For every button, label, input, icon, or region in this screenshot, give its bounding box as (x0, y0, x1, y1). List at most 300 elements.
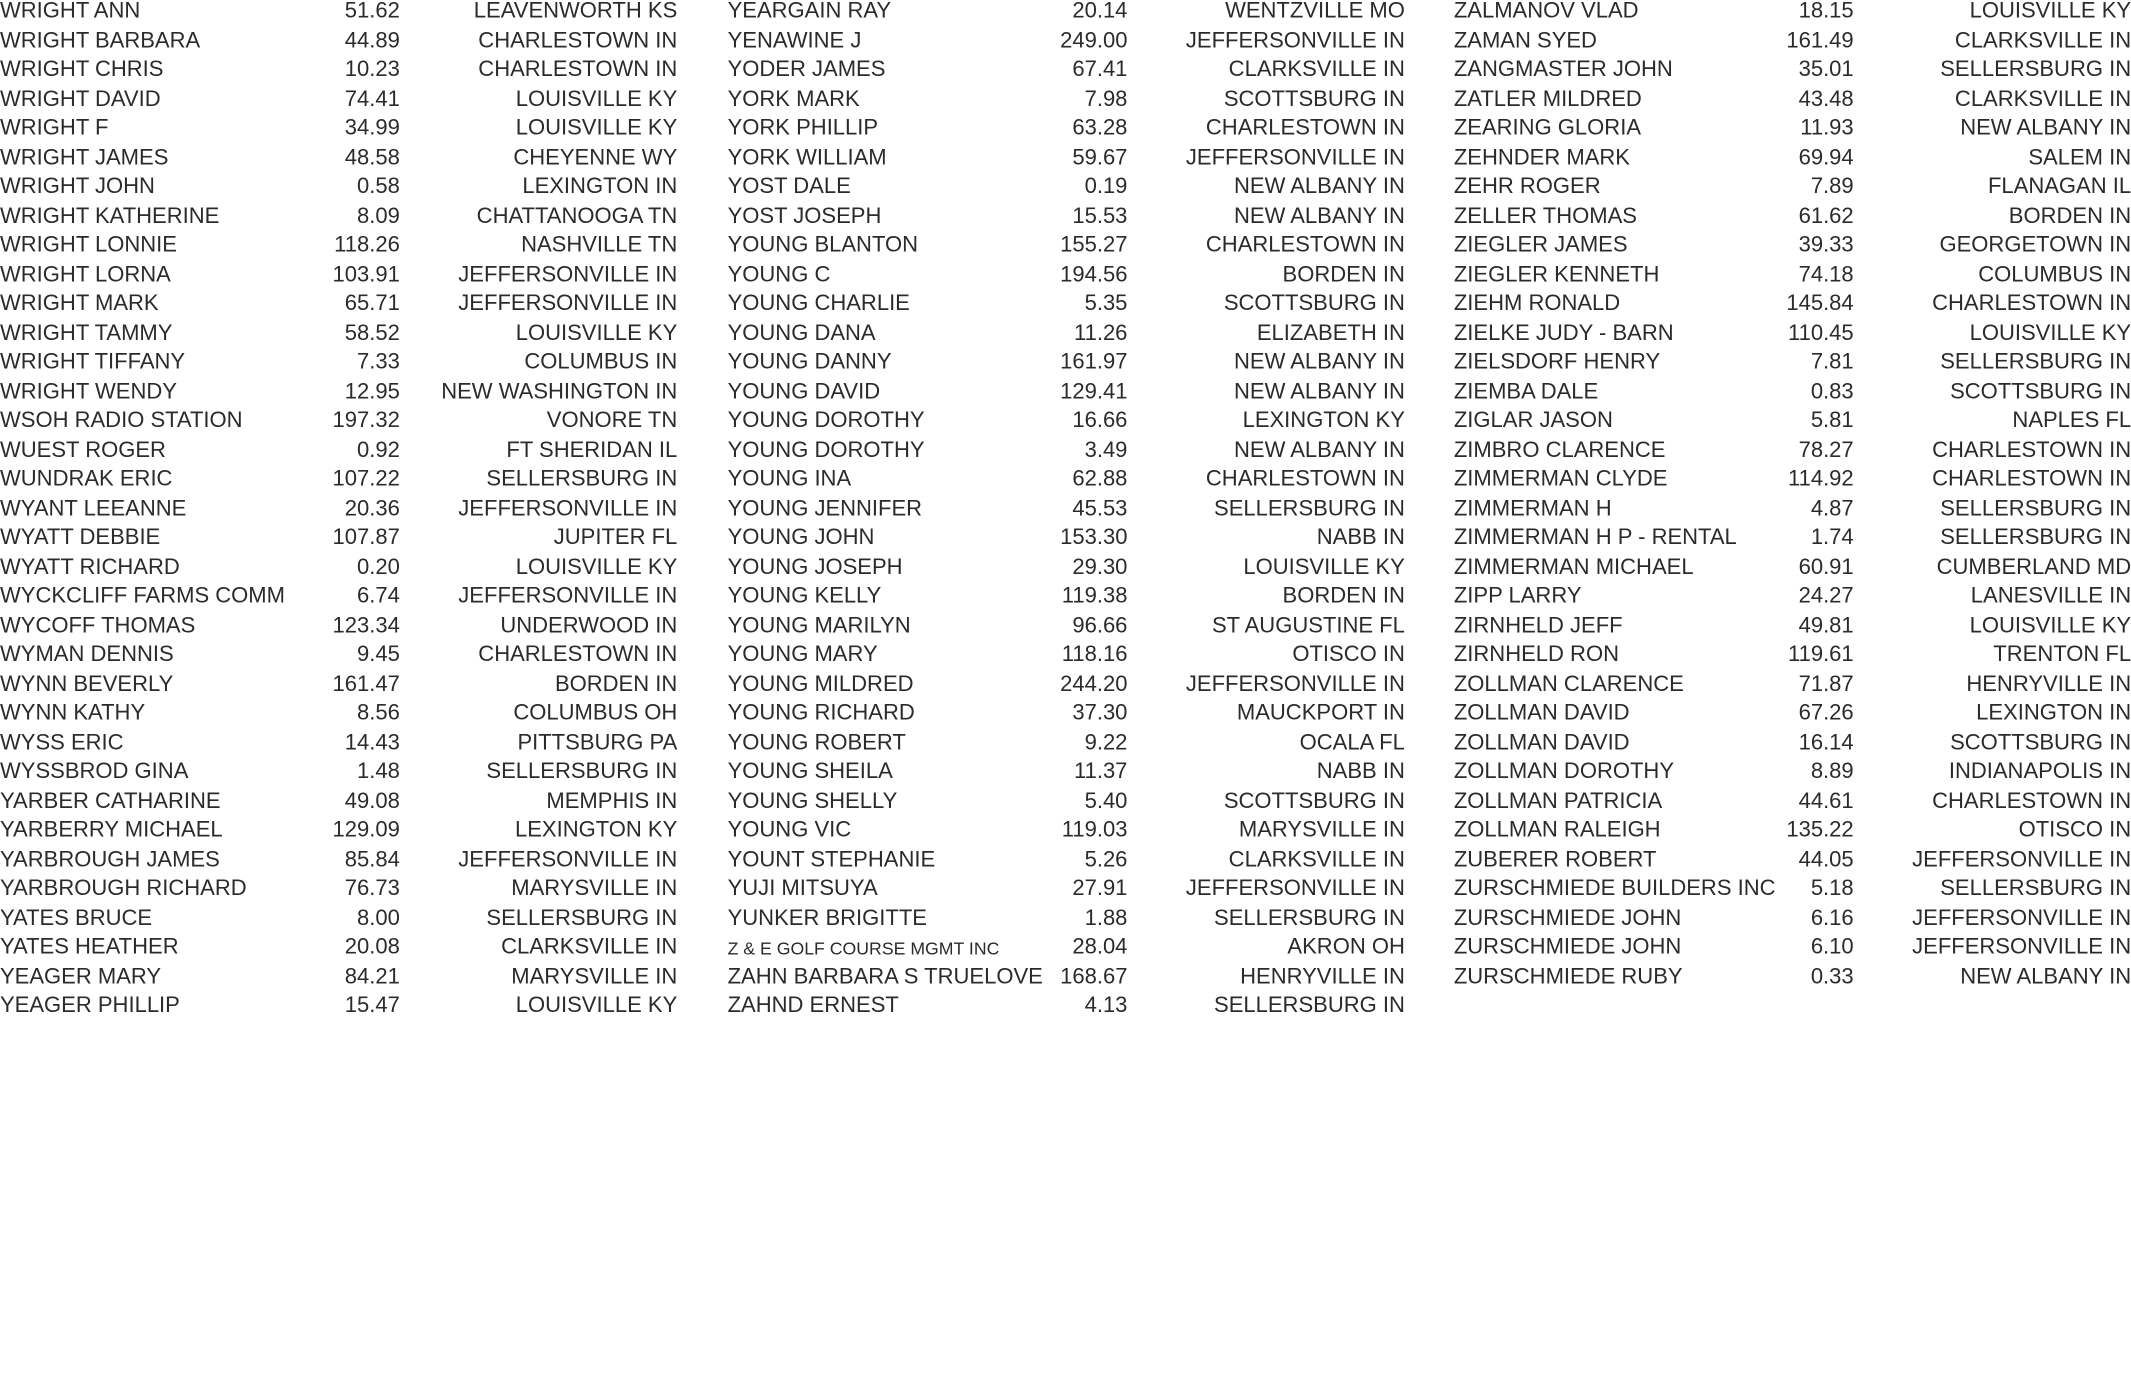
city-state: NEW ALBANY IN (1233, 174, 1405, 199)
amount: 4.13 (1084, 992, 1128, 1018)
owner-name: YEAGER PHILLIP (0, 992, 180, 1018)
owner-name: WYSS ERIC (0, 729, 124, 755)
amount: 1.48 (356, 758, 400, 784)
city-state: JEFFERSONVILLE IN (458, 291, 678, 316)
city-state: LOUISVILLE KY (1969, 320, 2131, 345)
city-state: JEFFERSONVILLE IN (1185, 144, 1405, 170)
owner-name: ZIMBRO CLARENCE (1453, 437, 1666, 462)
amount: 129.09 (332, 817, 400, 842)
amount: 67.41 (1072, 57, 1128, 82)
amount: 58.52 (344, 320, 400, 345)
owner-name: WYCOFF THOMAS (0, 612, 196, 638)
city-state: OTISCO IN (1292, 641, 1405, 667)
amount: 35.01 (1798, 57, 1854, 82)
city-state: FLANAGAN IL (1987, 174, 2131, 199)
owner-name: YOUNG DOROTHY (727, 408, 925, 433)
owner-name: WRIGHT TAMMY (0, 320, 173, 345)
city-state: CLARKSVILLE IN (1228, 846, 1405, 872)
city-state: CLARKSVILLE IN (501, 934, 678, 959)
owner-name: ZEHR ROGER (1453, 174, 1601, 199)
city-state: OTISCO IN (2018, 817, 2131, 842)
amount: 135.22 (1786, 817, 1854, 842)
owner-name: WYNN KATHY (0, 700, 146, 725)
amount: 37.30 (1072, 700, 1128, 725)
owner-name: WRIGHT WENDY (0, 378, 177, 404)
amount: 197.32 (332, 408, 400, 433)
amount: 107.22 (332, 466, 400, 491)
city-state: JUPITER FL (553, 524, 678, 550)
owner-name: ZIELSDORF HENRY (1453, 349, 1661, 374)
city-state: CHATTANOOGA TN (476, 203, 678, 228)
owner-name: WYATT DEBBIE (0, 524, 161, 550)
owner-name: ZIMMERMAN H (1453, 495, 1612, 521)
owner-name: YOUNG DANNY (727, 349, 892, 374)
owner-name: ZALMANOV VLAD (1453, 0, 1639, 24)
city-state: SELLERSBURG IN (1940, 349, 2131, 374)
owner-name: YODER JAMES (727, 57, 886, 82)
owner-name: ZIEGLER JAMES (1453, 232, 1628, 258)
owner-name: WRIGHT MARK (0, 291, 159, 316)
city-state: LOUISVILLE KY (515, 992, 678, 1018)
amount: 161.47 (332, 671, 400, 696)
city-state: CLARKSVILLE IN (1954, 27, 2131, 53)
city-state: JEFFERSONVILLE IN (1185, 875, 1405, 901)
owner-name: YOST JOSEPH (727, 203, 882, 228)
city-state: SELLERSBURG IN (1214, 495, 1405, 521)
city-state: NAPLES FL (2012, 408, 2131, 433)
owner-name: YOUNG DANA (727, 320, 876, 345)
amount: 0.19 (1084, 174, 1128, 199)
owner-name: YENAWINE J (727, 27, 862, 53)
owner-name: ZURSCHMIEDE RUBY (1453, 963, 1683, 989)
city-state: LEXINGTON IN (1976, 700, 2131, 725)
amount: 60.91 (1798, 554, 1854, 579)
amount: 20.14 (1072, 0, 1128, 24)
owner-name: ZIELKE JUDY - BARN (1453, 320, 1674, 345)
owner-name: WYCKCLIFF FARMS COMM (0, 583, 285, 608)
owner-name: YARBERRY MICHAEL (0, 817, 223, 842)
amount: 119.61 (1787, 641, 1854, 667)
amount: 168.67 (1060, 963, 1128, 989)
owner-name: YARBROUGH JAMES (0, 846, 220, 872)
amount: 114.92 (1787, 466, 1854, 491)
owner-name: WRIGHT JAMES (0, 144, 169, 170)
city-state: AKRON OH (1287, 934, 1405, 959)
city-state: FT SHERIDAN IL (506, 437, 678, 462)
owner-name: ZOLLMAN RALEIGH (1453, 817, 1661, 842)
city-state: CHARLESTOWN IN (1932, 291, 2131, 316)
city-state: CLARKSVILLE IN (1954, 86, 2131, 111)
city-state: CHARLESTOWN IN (1932, 788, 2131, 813)
amount: 153.30 (1060, 524, 1128, 550)
city-state: PITTSBURG PA (517, 729, 678, 755)
owner-name: WRIGHT BARBARA (0, 27, 201, 53)
amount: 12.95 (344, 378, 400, 404)
amount: 71.87 (1798, 671, 1854, 696)
city-state: LOUISVILLE KY (1243, 554, 1405, 579)
amount: 16.66 (1072, 408, 1128, 433)
city-state: BORDEN IN (1282, 261, 1405, 287)
city-state: SCOTTSBURG IN (1223, 788, 1405, 813)
city-state: JEFFERSONVILLE IN (1912, 846, 2131, 872)
city-state: OCALA FL (1299, 729, 1405, 755)
city-state: CHARLESTOWN IN (1205, 466, 1405, 491)
city-state: SELLERSBURG IN (486, 905, 678, 930)
owner-name: YATES BRUCE (0, 905, 153, 930)
city-state: LEAVENWORTH KS (473, 0, 678, 24)
city-state: CHARLESTOWN IN (1205, 232, 1405, 258)
city-state: LOUISVILLE KY (515, 115, 678, 141)
amount: 78.27 (1798, 437, 1854, 462)
amount: 18.15 (1798, 0, 1854, 24)
amount: 7.81 (1810, 349, 1854, 374)
owner-name: WRIGHT TIFFANY (0, 349, 186, 374)
city-state: MARYSVILLE IN (1238, 817, 1405, 842)
amount: 49.81 (1798, 612, 1854, 638)
amount: 11.37 (1073, 758, 1128, 784)
amount: 0.20 (356, 554, 400, 579)
city-state: LOUISVILLE KY (515, 554, 678, 579)
amount: 7.98 (1084, 86, 1128, 111)
city-state: CUMBERLAND MD (1936, 554, 2131, 579)
owner-name: Z & E GOLF COURSE MGMT INC (727, 938, 1000, 959)
amount: 8.09 (356, 203, 400, 228)
amount: 8.56 (356, 700, 400, 725)
city-state: NASHVILLE TN (521, 232, 678, 258)
city-state: LEXINGTON IN (522, 174, 678, 199)
amount: 39.33 (1798, 232, 1854, 258)
city-state: NABB IN (1316, 758, 1405, 784)
owner-name: YOUNG DAVID (727, 378, 881, 404)
amount: 76.73 (344, 875, 400, 901)
owner-name: ZURSCHMIEDE JOHN (1453, 934, 1682, 959)
city-state: HENRYVILLE IN (1966, 671, 2131, 696)
owner-name: WRIGHT CHRIS (0, 57, 164, 82)
amount: 67.26 (1798, 700, 1854, 725)
city-state: NEW ALBANY IN (1233, 349, 1405, 374)
city-state: JEFFERSONVILLE IN (1912, 934, 2131, 959)
city-state: HENRYVILLE IN (1240, 963, 1405, 989)
city-state: NEW WASHINGTON IN (441, 378, 678, 404)
amount: 8.89 (1810, 758, 1854, 784)
owner-name: YOUNG C (727, 261, 831, 287)
owner-name: ZAMAN SYED (1453, 27, 1597, 53)
amount: 8.00 (356, 905, 400, 930)
owner-name: ZOLLMAN DAVID (1453, 729, 1630, 755)
owner-name: WRIGHT LORNA (0, 261, 171, 287)
city-state: LOUISVILLE KY (515, 86, 678, 111)
amount: 161.49 (1786, 27, 1854, 53)
amount: 15.53 (1072, 203, 1128, 228)
amount: 161.97 (1060, 349, 1128, 374)
amount: 7.33 (356, 349, 400, 374)
amount: 5.40 (1084, 788, 1128, 813)
amount: 0.33 (1810, 963, 1854, 989)
amount: 27.91 (1072, 875, 1128, 901)
city-state: BORDEN IN (2008, 203, 2131, 228)
owner-name: YOUNG JENNIFER (727, 495, 923, 521)
amount: 118.26 (334, 232, 400, 258)
owner-name: WYATT RICHARD (0, 554, 180, 579)
city-state: CHEYENNE WY (513, 144, 678, 170)
owner-name: WYSSBROD GINA (0, 758, 189, 784)
amount: 9.22 (1084, 729, 1128, 755)
city-state: SELLERSBURG IN (1940, 495, 2131, 521)
owner-name: ZIGLAR JASON (1453, 408, 1613, 433)
owner-name: WYMAN DENNIS (0, 641, 174, 667)
owner-name: ZIMMERMAN CLYDE (1453, 466, 1668, 491)
city-state: CLARKSVILLE IN (1228, 57, 1405, 82)
owner-name: YOUNT STEPHANIE (727, 846, 936, 872)
city-state: MAUCKPORT IN (1236, 700, 1405, 725)
amount: 123.34 (332, 612, 400, 638)
amount: 0.58 (356, 174, 400, 199)
owner-name: WUNDRAK ERIC (0, 466, 173, 491)
amount: 62.88 (1072, 466, 1128, 491)
amount: 119.38 (1061, 583, 1128, 608)
owner-name: ZOLLMAN DAVID (1453, 700, 1630, 725)
amount: 0.92 (356, 437, 400, 462)
amount: 74.41 (344, 86, 400, 111)
owner-name: ZELLER THOMAS (1453, 203, 1637, 228)
owner-name: ZIEMBA DALE (1453, 378, 1599, 404)
owner-name: WUEST ROGER (0, 437, 166, 462)
city-state: CHARLESTOWN IN (478, 641, 678, 667)
owner-name: YOST DALE (727, 174, 851, 199)
amount: 34.99 (344, 115, 400, 141)
owner-name: YUJI MITSUYA (727, 875, 878, 901)
amount: 14.43 (344, 729, 400, 755)
owner-name: YATES HEATHER (0, 934, 179, 959)
city-state: NEW ALBANY IN (1233, 437, 1405, 462)
amount: 10.23 (344, 57, 400, 82)
city-state: LEXINGTON KY (1242, 408, 1405, 433)
owner-name: WRIGHT KATHERINE (0, 203, 220, 228)
amount: 5.18 (1810, 875, 1854, 901)
amount: 244.20 (1060, 671, 1128, 696)
owner-name: ZAHND ERNEST (727, 992, 899, 1018)
owner-name: YOUNG KELLY (727, 583, 882, 608)
city-state: CHARLESTOWN IN (1205, 115, 1405, 141)
city-state: SCOTTSBURG IN (1950, 729, 2131, 755)
amount: 11.93 (1800, 115, 1854, 141)
city-state: CHARLESTOWN IN (1932, 437, 2131, 462)
owner-name: YARBROUGH RICHARD (0, 875, 247, 901)
owner-name: YOUNG MARILYN (727, 612, 911, 638)
city-state: UNDERWOOD IN (500, 612, 678, 638)
city-state: LANESVILLE IN (1970, 583, 2131, 608)
city-state: JEFFERSONVILLE IN (1912, 905, 2131, 930)
owner-name: ZIMMERMAN H P - RENTAL (1453, 524, 1737, 550)
amount: 4.87 (1810, 495, 1854, 521)
city-state: LEXINGTON KY (514, 817, 678, 842)
city-state: CHARLESTOWN IN (478, 27, 678, 53)
amount: 65.71 (344, 291, 400, 316)
owner-name: YEAGER MARY (0, 963, 162, 989)
amount: 155.27 (1060, 232, 1128, 258)
city-state: NEW ALBANY IN (1233, 203, 1405, 228)
owner-name: YOUNG JOHN (727, 524, 875, 550)
city-state: COLUMBUS IN (524, 349, 678, 374)
owner-name: ZOLLMAN DOROTHY (1453, 758, 1675, 784)
city-state: VONORE TN (546, 408, 678, 433)
amount: 45.53 (1072, 495, 1128, 521)
owner-name: YOUNG ROBERT (727, 729, 906, 755)
amount: 43.48 (1798, 86, 1854, 111)
amount: 20.36 (344, 495, 400, 521)
owner-name: WRIGHT DAVID (0, 86, 161, 111)
amount: 63.28 (1072, 115, 1128, 141)
owner-name: YOUNG RICHARD (727, 700, 915, 725)
city-state: SCOTTSBURG IN (1223, 86, 1405, 111)
city-state: CHARLESTOWN IN (1932, 466, 2131, 491)
owner-name: WYANT LEEANNE (0, 495, 187, 521)
amount: 7.89 (1810, 174, 1854, 199)
city-state: COLUMBUS OH (513, 700, 678, 725)
owner-name: ZUBERER ROBERT (1453, 846, 1657, 872)
owner-name: YOUNG SHELLY (727, 788, 898, 813)
owner-name: ZIRNHELD JEFF (1453, 612, 1623, 638)
amount: 44.89 (344, 27, 400, 53)
city-state: LOUISVILLE KY (515, 320, 678, 345)
amount: 1.74 (1810, 524, 1854, 550)
city-state: NABB IN (1316, 524, 1405, 550)
city-state: SELLERSBURG IN (1940, 524, 2131, 550)
owner-name: WRIGHT ANN (0, 0, 141, 24)
amount: 0.83 (1810, 378, 1854, 404)
owner-name: YEARGAIN RAY (727, 0, 892, 24)
city-state: SCOTTSBURG IN (1223, 291, 1405, 316)
city-state: JEFFERSONVILLE IN (458, 583, 678, 608)
owner-name: WRIGHT F (0, 115, 109, 141)
amount: 16.14 (1798, 729, 1854, 755)
owner-name: ZANGMASTER JOHN (1453, 57, 1673, 82)
amount: 110.45 (1787, 320, 1854, 345)
owner-name: YOUNG BLANTON (727, 232, 919, 258)
city-state: SALEM IN (2028, 144, 2131, 170)
amount: 6.10 (1810, 934, 1854, 959)
owner-name: YUNKER BRIGITTE (727, 905, 927, 930)
amount: 5.26 (1084, 846, 1128, 872)
owner-name: ZEHNDER MARK (1453, 144, 1630, 170)
city-state: INDIANAPOLIS IN (1948, 758, 2131, 784)
city-state: SELLERSBURG IN (1940, 57, 2131, 82)
city-state: SELLERSBURG IN (1940, 875, 2131, 901)
city-state: JEFFERSONVILLE IN (1185, 27, 1405, 53)
owner-name: ZURSCHMIEDE JOHN (1453, 905, 1682, 930)
amount: 1.88 (1084, 905, 1128, 930)
city-state: JEFFERSONVILLE IN (458, 495, 678, 521)
owner-name: WSOH RADIO STATION (0, 408, 243, 433)
amount: 44.05 (1798, 846, 1854, 872)
owner-name: YORK MARK (727, 86, 860, 111)
owner-name: ZIEHM RONALD (1453, 291, 1621, 316)
amount: 49.08 (344, 788, 400, 813)
owner-name: YARBER CATHARINE (0, 788, 221, 813)
amount: 48.58 (344, 144, 400, 170)
city-state: MARYSVILLE IN (511, 875, 678, 901)
city-state: BORDEN IN (1282, 583, 1405, 608)
amount: 61.62 (1798, 203, 1854, 228)
owner-name: YORK WILLIAM (727, 144, 887, 170)
owner-name: YOUNG VIC (727, 817, 852, 842)
city-state: CHARLESTOWN IN (478, 57, 678, 82)
amount: 145.84 (1786, 291, 1854, 316)
city-state: SELLERSBURG IN (486, 466, 678, 491)
amount: 9.45 (356, 641, 400, 667)
amount: 249.00 (1060, 27, 1128, 53)
city-state: BORDEN IN (554, 671, 678, 696)
amount: 5.81 (1810, 408, 1854, 433)
city-state: ST AUGUSTINE FL (1211, 612, 1405, 638)
amount: 74.18 (1798, 261, 1854, 287)
amount: 96.66 (1072, 612, 1128, 638)
amount: 11.26 (1073, 320, 1128, 345)
city-state: JEFFERSONVILLE IN (1185, 671, 1405, 696)
city-state: NEW ALBANY IN (1960, 963, 2131, 989)
owner-name: YOUNG MILDRED (727, 671, 914, 696)
city-state: LOUISVILLE KY (1969, 612, 2131, 638)
city-state: SELLERSBURG IN (1214, 905, 1405, 930)
amount: 118.16 (1061, 641, 1128, 667)
owner-name: YOUNG INA (727, 466, 852, 491)
amount: 3.49 (1084, 437, 1128, 462)
owner-name: WYNN BEVERLY (0, 671, 174, 696)
owner-name: YOUNG SHEILA (727, 758, 893, 784)
city-state: TRENTON FL (1993, 641, 2131, 667)
city-state: MEMPHIS IN (546, 788, 678, 813)
city-state: WENTZVILLE MO (1225, 0, 1405, 24)
amount: 103.91 (332, 261, 400, 287)
amount: 84.21 (344, 963, 400, 989)
amount: 44.61 (1798, 788, 1854, 813)
city-state: SCOTTSBURG IN (1950, 378, 2131, 404)
amount: 119.03 (1061, 817, 1128, 842)
city-state: SELLERSBURG IN (1214, 992, 1405, 1018)
city-state: NEW ALBANY IN (1233, 378, 1405, 404)
owner-name: YOUNG MARY (727, 641, 878, 667)
owner-name: ZURSCHMIEDE BUILDERS INC (1453, 875, 1776, 901)
amount: 5.35 (1084, 291, 1128, 316)
owner-name: ZOLLMAN PATRICIA (1453, 788, 1663, 813)
amount: 194.56 (1060, 261, 1128, 287)
amount: 59.67 (1072, 144, 1128, 170)
amount: 129.41 (1060, 378, 1128, 404)
amount: 6.74 (356, 583, 400, 608)
amount: 20.08 (344, 934, 400, 959)
amount: 24.27 (1798, 583, 1854, 608)
amount: 28.04 (1072, 934, 1128, 959)
city-state: LOUISVILLE KY (1969, 0, 2131, 24)
owner-name: YOUNG JOSEPH (727, 554, 903, 579)
owner-name: ZIRNHELD RON (1453, 641, 1619, 667)
amount: 107.87 (332, 524, 400, 550)
owner-name: YOUNG CHARLIE (727, 291, 910, 316)
owner-name: YOUNG DOROTHY (727, 437, 925, 462)
city-state: JEFFERSONVILLE IN (458, 261, 678, 287)
amount: 15.47 (344, 992, 400, 1018)
owner-name: ZIMMERMAN MICHAEL (1453, 554, 1694, 579)
amount: 69.94 (1798, 144, 1854, 170)
owner-name: WRIGHT JOHN (0, 174, 155, 199)
amount: 51.62 (344, 0, 400, 24)
owner-name: ZIEGLER KENNETH (1453, 261, 1660, 287)
city-state: SELLERSBURG IN (486, 758, 678, 784)
owner-name: YORK PHILLIP (727, 115, 879, 141)
city-state: NEW ALBANY IN (1960, 115, 2131, 141)
city-state: ELIZABETH IN (1256, 320, 1405, 345)
amount: 6.16 (1810, 905, 1854, 930)
